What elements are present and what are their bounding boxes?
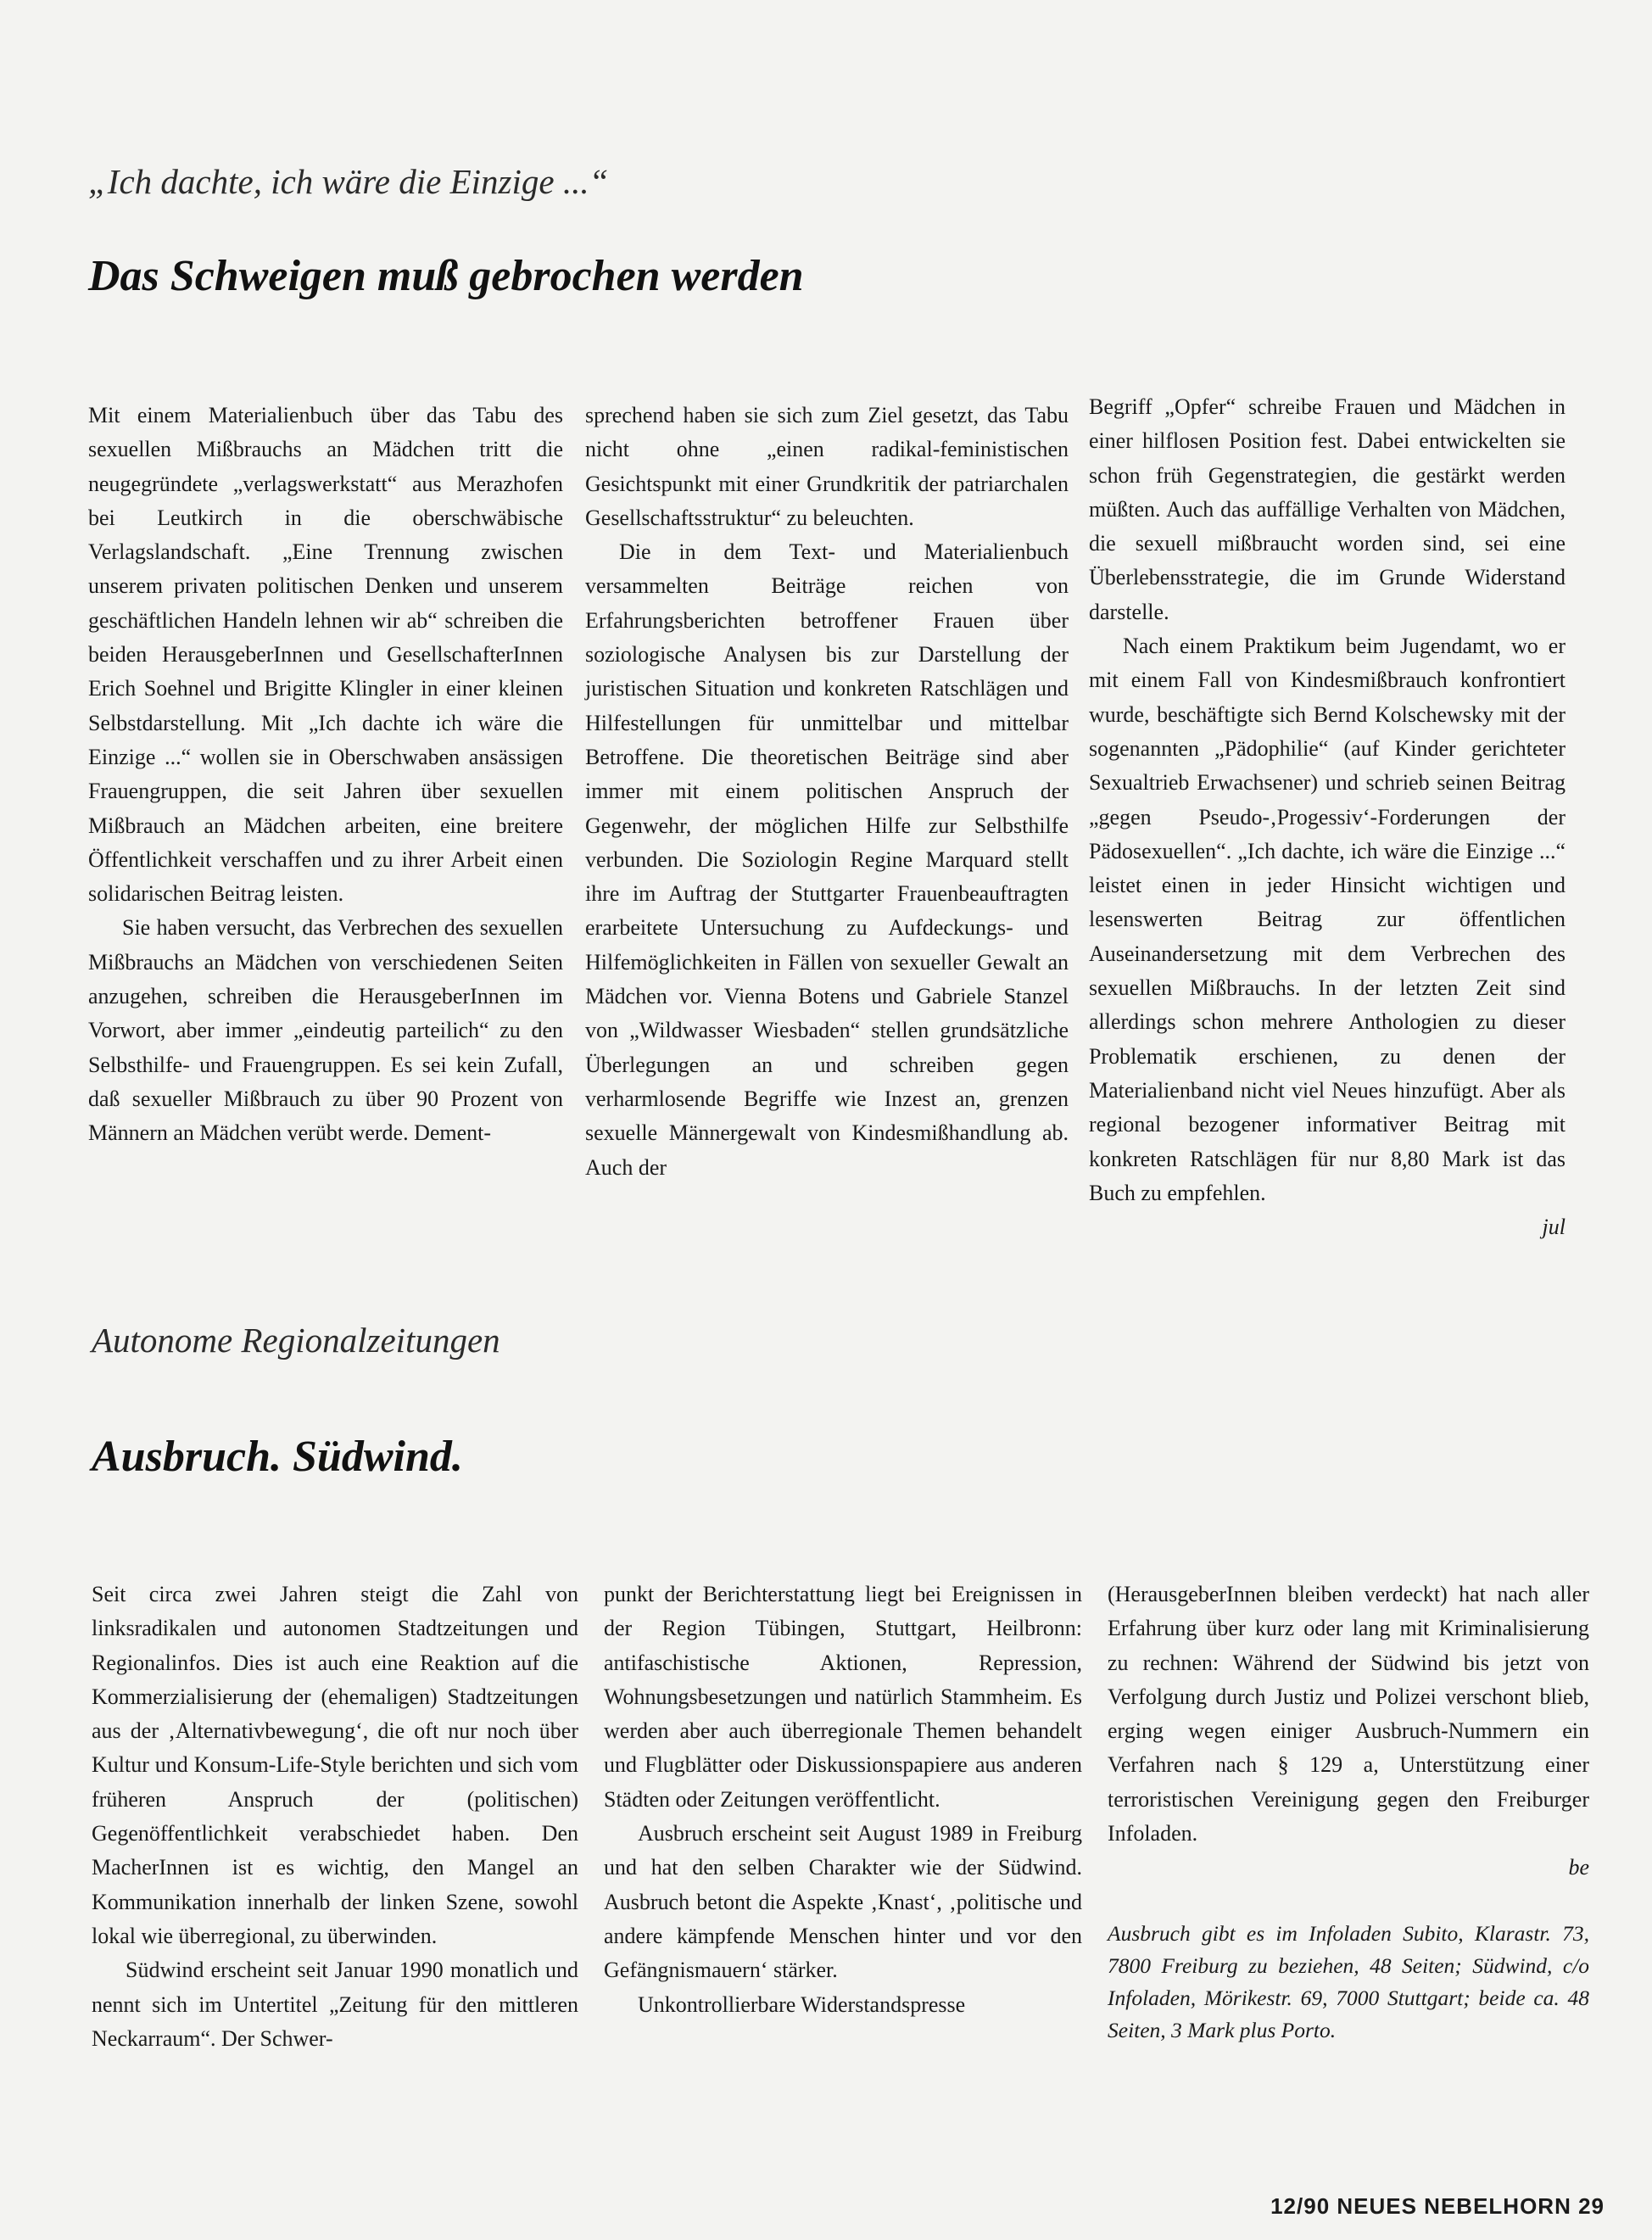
paragraph: (HerausgeberInnen bleiben verdeckt) hat nach aller Erfahrung über kurz oder lang mit Kriminalisierung zu rechnen: Während der Südwind bis jetzt von Verfolgung durch Justiz und Polizei verschont blieb, erging wegen einiger Ausbruch-Nummern ein Verfahren nach § 129 a, Unterstützung einer terroristischen Vereinigung gegen den Freiburger Infoladen.	[1108, 1582, 1589, 1846]
author-signature: jul	[1542, 1215, 1565, 1240]
paragraph: Begriff „Opfer“ schreibe Frauen und Mädchen in einer hilflosen Position fest. Dabei entwickelten sie schon früh Gegenstrategien, die gestärkt werden müßten. Auch das auffällige Verhalten von Mädchen, die sexuell mißbraucht worden sind, sei eine Überlebensstrategie, die im Grunde Widerstand darstelle.	[1089, 394, 1565, 624]
page-folio: 12/90 NEUES NEBELHORN 29	[1270, 2193, 1605, 2219]
article2-column-3	[1108, 1578, 1589, 2047]
article1-kicker: „Ich dachte, ich wäre die Einzige ...“	[88, 162, 609, 201]
paragraph: Ausbruch erscheint seit August 1989 in Freiburg und hat den selben Charakter wie der Südwind. Ausbruch betont die Aspekte ‚Knast‘, ‚politische und andere kämpfende Menschen hinter und vor den Gefängnismauern‘ stärker.	[604, 1821, 1082, 1983]
paragraph: Seit circa zwei Jahren steigt die Zahl von linksradikalen und autonomen Stadtzeitungen und Regionalinfos. Dies ist auch eine Reaktion auf die Kommerzialisierung der (ehemaligen) Stadtzeitungen aus der ‚Alternativbewegung‘, die oft nur noch über Kultur und Konsum-Life-Style berichten und sich vom früheren Anspruch der (politischen) Gegenöffentlichkeit verabschiedet haben. Den MacherInnen ist es wichtig, den Mangel an Kommunikation innerhalb der linken Szene, sowohl lokal wie überregional, zu überwinden.	[92, 1582, 578, 1948]
article1-column-2	[585, 399, 1069, 1185]
source-note: Ausbruch gibt es im Infoladen Subito, Klarastr. 73, 7800 Freiburg zu beziehen, 48 Seiten; Südwind, c/o Infoladen, Mörikestr. 69, 7000 Stuttgart; beide ca. 48 Seiten, 3 Mark plus Porto.	[1108, 1920, 1589, 2042]
paragraph: Unkontrollierbare Widerstandspresse	[638, 1991, 966, 2017]
article2-headline: Ausbruch. Südwind.	[92, 1433, 463, 1481]
article1-column-1	[88, 399, 563, 1151]
article2-column-1	[92, 1578, 578, 2056]
article2-column-2	[604, 1578, 1082, 2022]
paragraph: Sie haben versucht, das Verbrechen des sexuellen Mißbrauchs an Mädchen von verschiedenen Seiten anzugehen, schreiben die HerausgeberInnen im Vorwort, aber immer „eindeutig parteilich“ zu den Selbsthilfe- und Frauengruppen. Es sei kein Zufall, daß sexueller Mißbrauch zu über 90 Prozent von Männern an Mädchen verübt werde. Dement-	[88, 915, 563, 1146]
paragraph: punkt der Berichterstattung liegt bei Ereignissen in der Region Tübingen, Stuttgart, Heilbronn: antifaschistische Aktionen, Repression, Wohnungsbesetzungen und natürlich Stammheim. Es werden aber auch überregionale Themen behandelt und Flugblätter oder Diskussionspapiere aus anderen Städten oder Zeitungen veröffentlicht.	[604, 1582, 1082, 1812]
article1-headline: Das Schweigen muß gebrochen werden	[88, 252, 804, 300]
article1-column-3	[1089, 390, 1565, 1244]
paragraph: Mit einem Materialienbuch über das Tabu des sexuellen Mißbrauchs an Mädchen tritt die neugegründete „verlagswerkstatt“ aus Merazhofen bei Leutkirch in die oberschwäbische Verlagslandschaft. „Eine Trennung zwischen unserem privaten politischen Denken und unserem geschäftlichen Handeln lehnen wir ab“ schreiben die beiden HerausgeberInnen und GesellschafterInnen Erich Soehnel und Brigitte Klingler in einer kleinen Selbstdarstellung. Mit „Ich dachte ich wäre die Einzige ...“ wollen sie in Oberschwaben ansässigen Frauengruppen, die seit Jahren über sexuellen Mißbrauch an Mädchen arbeiten, eine breitere Öffentlichkeit verschaffen und zu ihrer Arbeit einen solidarischen Beitrag leisten.	[88, 403, 563, 907]
paragraph: sprechend haben sie sich zum Ziel gesetzt, das Tabu nicht ohne „einen radikal-feministischen Gesichtspunkt mit einer Grundkritik der patriarchalen Gesellschaftsstruktur“ zu beleuchten.	[585, 403, 1069, 530]
author-signature: be	[1568, 1855, 1589, 1880]
paragraph: Die in dem Text- und Materialienbuch versammelten Beiträge reichen von Erfahrungsberichten betroffener Frauen über soziologische Analysen bis zur Darstellung der juristischen Situation und konkreten Ratschlägen und Hilfestellungen für unmittelbar und mittelbar Betroffene. Die theoretischen Beiträge sind aber immer mit einem politischen Anspruch der Gegenwehr, der möglichen Hilfe zur Selbsthilfe verbunden. Die Soziologin Regine Marquard stellt ihre im Auftrag der Stuttgarter Frauenbeauftragten erarbeitete Untersuchung zu Aufdeckungs- und Hilfemöglichkeiten in Fällen von sexueller Gewalt an Mädchen vor. Vienna Botens und Gabriele Stanzel von „Wildwasser Wiesbaden“ stellen grundsätzliche Überlegungen an und schreiben gegen verharmlosende Begriffe wie Inzest an, grenzen sexuelle Männergewalt von Kindesmißhandlung ab. Auch der	[585, 539, 1069, 1180]
article2-kicker: Autonome Regionalzeitungen	[92, 1321, 500, 1360]
paragraph: Nach einem Praktikum beim Jugendamt, wo er mit einem Fall von Kindesmißbrauch konfrontiert wurde, beschäftigte sich Bernd Kolschewsky mit der sogenannten „Pädophilie“ (auf Kinder gerichteter Sexualtrieb Erwachsener) und schrieb seinen Beitrag „gegen Pseudo-‚Progessiv‘-Forderungen der Pädosexuellen“. „Ich dachte, ich wäre die Einzige ...“ leistet einen in jeder Hinsicht wichtigen und lesenswerten Beitrag zur öffentlichen Auseinandersetzung mit dem Verbrechen des sexuellen Mißbrauchs. In der letzten Zeit sind allerdings schon mehrere Anthologien zu dieser Problematik erschienen, zu denen der Materialienband nicht viel Neues hinzufügt. Aber als regional bezogener informativer Beitrag mit konkreten Ratschlägen für nur 8,80 Mark ist das Buch zu empfehlen.	[1089, 634, 1565, 1205]
paragraph: Südwind erscheint seit Januar 1990 monatlich und nennt sich im Untertitel „Zeitung für den mittleren Neckarraum“. Der Schwer-	[92, 1958, 578, 2051]
